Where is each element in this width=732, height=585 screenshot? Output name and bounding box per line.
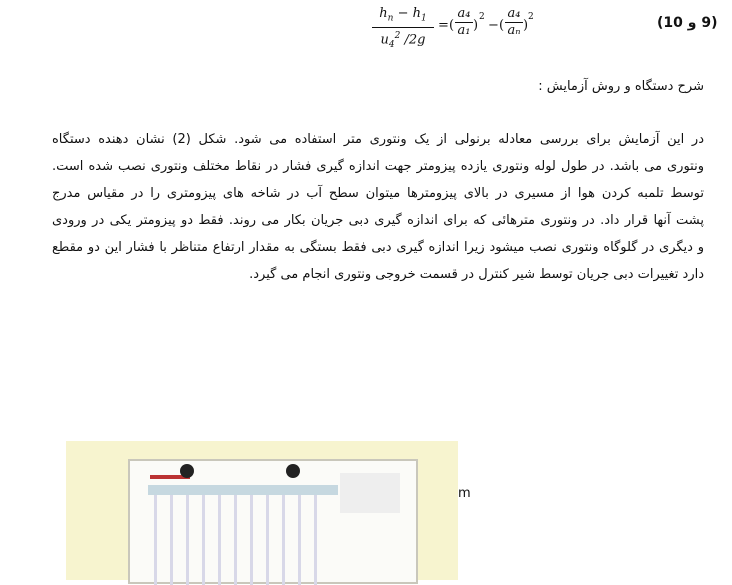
stray-text: m xyxy=(458,486,471,501)
piezometer-tube xyxy=(314,495,317,585)
label-sticker xyxy=(340,473,400,513)
formula-term1: $\frac{\text{a₄}}{\text{a₁}}$ xyxy=(455,6,473,39)
paragraph-line: ونتوری می باشد. در طول لوله ونتوری یازده پیزومتر جهت اندازه گیری فشار در نقاط مختلف ونتوری نصب شده است. xyxy=(52,159,704,174)
venturi-apparatus-photo xyxy=(66,441,458,580)
piezometer-tube xyxy=(266,495,269,585)
formula-term2: $\frac{\text{a₄}}{\text{aₙ}}$ xyxy=(505,6,523,39)
piezometer-tube xyxy=(170,495,173,585)
venturi-manifold xyxy=(148,485,338,495)
paragraph-line: دارد تغییرات دبی جریان توسط شیر کنترل در قسمت خروجی ونتوری انجام می گیرد. xyxy=(249,267,704,282)
body-paragraph xyxy=(52,126,704,288)
formula-lhs-fraction: $\frac{h_n - h_1}{u_4^2 /2g}$ xyxy=(372,6,434,53)
piezometer-tube xyxy=(218,495,221,585)
formula-equals: = xyxy=(438,18,449,33)
bernoulli-formula: $\frac{h_n - h_1}{u_4^2 /2g}$ = ( $\frac{\text{a₄}}{\text{a₁}}$ ) 2 − ( $\frac{\text{a₄}}{\text{aₙ}}$ ) 2 xyxy=(372,6,532,50)
piezometer-tube xyxy=(298,495,301,585)
valve-knob-left xyxy=(180,464,194,478)
piezometer-board xyxy=(128,459,418,584)
piezometer-tube xyxy=(186,495,189,585)
paragraph-line: توسط تلمبه کردن هوا از مسیری در بالای پیزومترها میتوان سطح آب در شاخه های پیزومتری را در مقیاس مدرج xyxy=(52,186,704,201)
piezometer-tube xyxy=(202,495,205,585)
piezometer-tube xyxy=(250,495,253,585)
paragraph-line: و دیگری در گلوگاه ونتوری نصب میشود زیرا اندازه گیری دبی فقط بستگی به مقدار ارتفاع متناظر با فشار این دو مقطع xyxy=(52,240,704,255)
formula-minus: − xyxy=(488,18,499,33)
paragraph-line: در این آزمایش برای بررسی معادله برنولی از یک ونتوری متر استفاده می شود. شکل (2) نشان دهنده دستگاه xyxy=(52,132,704,147)
section-heading: شرح دستگاه و روش آزمایش : xyxy=(538,79,704,94)
piezometer-tube xyxy=(234,495,237,585)
equation-number: (9 و 10) xyxy=(657,15,718,31)
paragraph-line: پشت آنها قرار داد. در ونتوری مترهائی که برای اندازه گیری دبی جریان بکار می روند. فقط دو پیزومتر یکی در ورودی xyxy=(52,213,704,228)
piezometer-tube xyxy=(282,495,285,585)
valve-knob-right xyxy=(286,464,300,478)
piezometer-tube xyxy=(154,495,157,585)
